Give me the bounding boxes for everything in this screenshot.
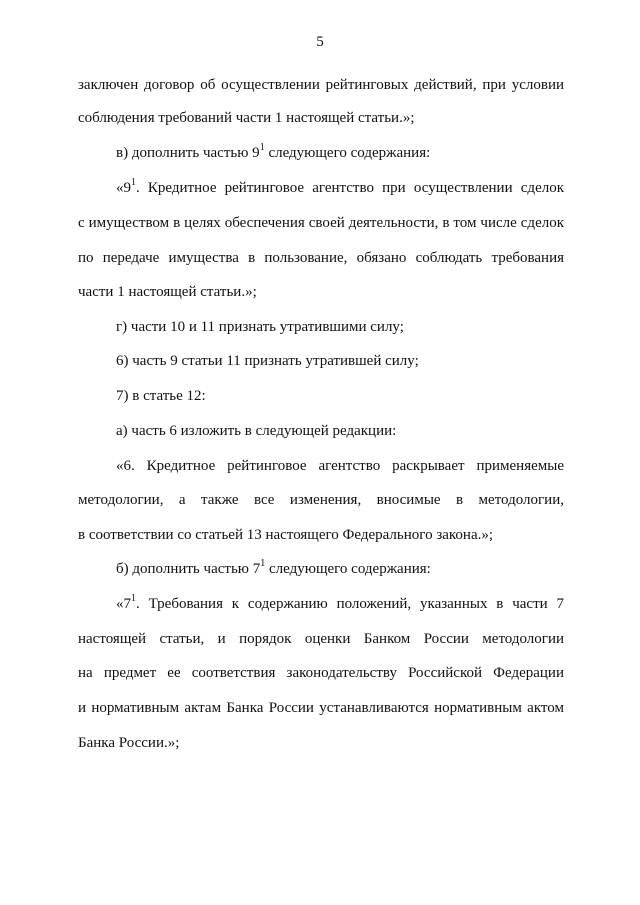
text-line: на предмет ее соответствия законодательству Российской Федерации [78, 665, 564, 681]
text-line: методологии, а также все изменения, вносимые в методологии, [78, 492, 564, 508]
text-line: «$9^1$. Кредитное рейтинговое агентство при осуществлении сделок [116, 177, 564, 196]
text-line: заключен договор об осуществлении рейтинговых действий, при условии [78, 77, 564, 93]
text-line: Банка России.»; [78, 735, 180, 751]
text-line: «6. Кредитное рейтинговое агентство раскрывает применяемые [116, 458, 564, 474]
text-line: 7) в статье 12: [116, 388, 206, 404]
text-line: соблюдения требований части 1 настоящей статьи.»; [78, 110, 415, 126]
page-number: 5 [316, 34, 324, 50]
text-line: в соответствии со статьей 13 настоящего Федерального закона.»; [78, 527, 494, 543]
text-line: б) дополнить частью $7^1$ следующего содержания: [116, 558, 431, 577]
text-line: части 1 настоящей статьи.»; [78, 284, 257, 300]
text-line: в) дополнить частью $9^1$ следующего содержания: [116, 142, 431, 161]
text-line: а) часть 6 изложить в следующей редакции: [116, 423, 397, 439]
text-line: 6) часть 9 статьи 11 признать утратившей силу; [116, 353, 419, 369]
text-line: настоящей статьи, и порядок оценки Банком России методологии [78, 631, 564, 647]
text-line: «$7^1$. Требования к содержанию положений, указанных в части 7 [116, 593, 564, 612]
text-line: по передаче имущества в пользование, обязано соблюдать требования [78, 250, 564, 266]
text-line: и нормативным актам Банка России устанавливаются нормативным актом [78, 700, 564, 716]
text-line: г) части 10 и 11 признать утратившими силу; [116, 319, 404, 335]
text-line: с имуществом в целях обеспечения своей деятельности, в том числе сделок [78, 215, 564, 231]
